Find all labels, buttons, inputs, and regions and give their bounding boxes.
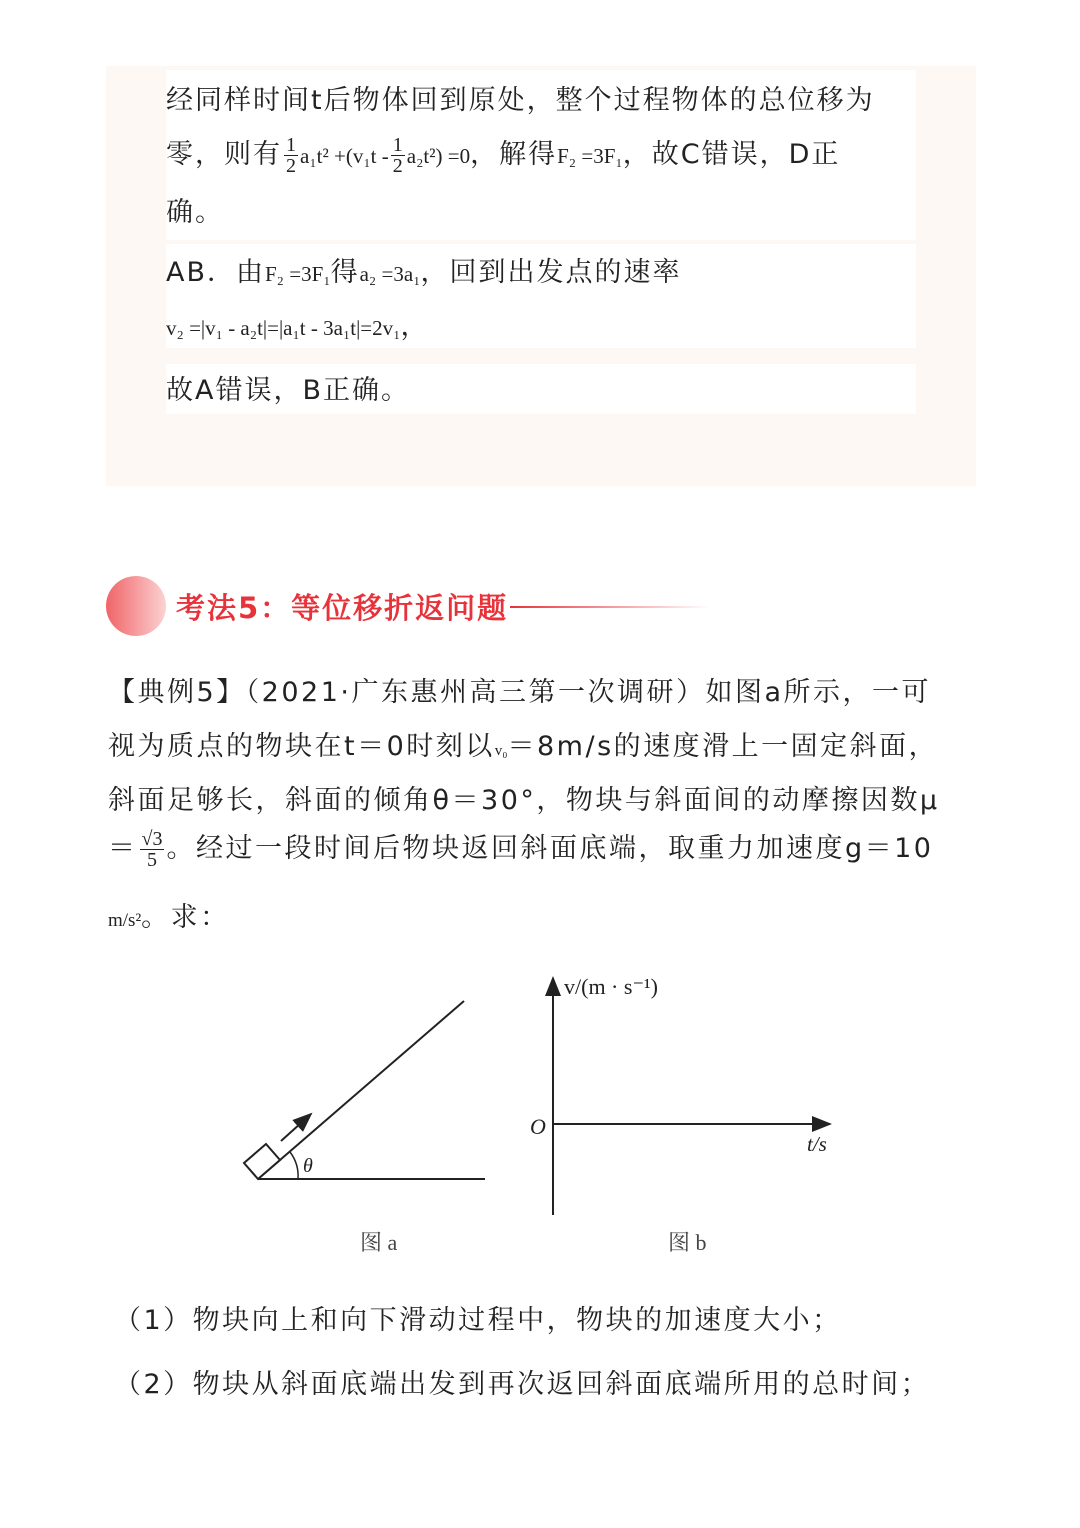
block-shape xyxy=(244,1144,280,1179)
equation-part-1: a₁t² +(v₁t - xyxy=(300,144,389,168)
x-axis-label: t/s xyxy=(807,1132,827,1156)
velocity-equation: v₂ =|v₁ - a₂t|=|a₁t - 3a₁t|=2v₁ xyxy=(166,316,401,340)
theta-label: θ xyxy=(303,1155,313,1177)
force-equation-2: F₂ =3F₁ xyxy=(265,262,331,286)
solution-line-4: AB．由F₂ =3F₁得a₂ =3a₁，回到出发点的速率 xyxy=(166,257,682,288)
y-axis-label: v/(m · s⁻¹) xyxy=(564,974,658,999)
half-fraction: $\frac{1}{2}$ xyxy=(286,134,296,177)
accel-equation: a₂ =3a₁ xyxy=(359,262,421,286)
figure-a-caption: 图 a xyxy=(360,1230,398,1255)
v0-symbol: v₀ xyxy=(494,743,508,759)
angle-arc xyxy=(290,1152,298,1179)
figure-b-vt-graph xyxy=(530,974,830,1255)
half-fraction-2: $\frac{1}{2}$ xyxy=(392,134,403,177)
problem-line-3: 斜面足够长，斜面的倾角θ＝30°，物块与斜面间的动摩擦因数μ xyxy=(108,785,940,816)
mu-fraction: $\frac{√3}{5}$ xyxy=(141,828,163,871)
solution-line-5: v₂ =|v₁ - a₂t|=|a₁t - 3a₁t|=2v₁， xyxy=(166,311,430,342)
solution-line-6: 故A错误，B正确。 xyxy=(166,375,410,406)
solution-line-1: 经同样时间t后物体回到原处，整个过程物体的总位移为 xyxy=(166,85,875,116)
figure-a-incline xyxy=(244,1001,485,1255)
problem-line-4: ＝ $\frac{√3}{5}$ 。经过一段时间后物块返回斜面底端，取重力加速度g＝10 xyxy=(108,828,934,871)
force-equation: F₂ =3F₁ xyxy=(557,144,623,168)
problem-line-1: 【典例5】（2021·广东惠州高三第一次调研）如图a所示，一可 xyxy=(108,677,932,708)
solution-line-2: 零，则有 $\frac{1}{2}$ a₁t² +(v₁t - $\frac{1}{2}$ a₂t²) =0，解得F₂ =3F₁，故C错误，D正 xyxy=(166,134,841,177)
solution-line-3: 确。 xyxy=(166,197,224,228)
unit-text: m/s² xyxy=(108,910,142,931)
problem-line-2: 视为质点的物块在t＝0时刻以v₀＝8m/s的速度滑上一固定斜面， xyxy=(108,731,939,762)
figure-b-caption: 图 b xyxy=(668,1230,707,1255)
origin-label: O xyxy=(530,1114,546,1139)
question-1: （1）物块向上和向下滑动过程中，物块的加速度大小； xyxy=(114,1305,842,1336)
equation-part-2: a₂t²) =0 xyxy=(406,144,471,168)
section-title: 考法5：等位移折返问题 xyxy=(176,591,509,625)
problem-line-5: m/s²。求： xyxy=(108,902,230,933)
question-2: （2）物块从斜面底端出发到再次返回斜面底端所用的总时间； xyxy=(114,1369,931,1400)
